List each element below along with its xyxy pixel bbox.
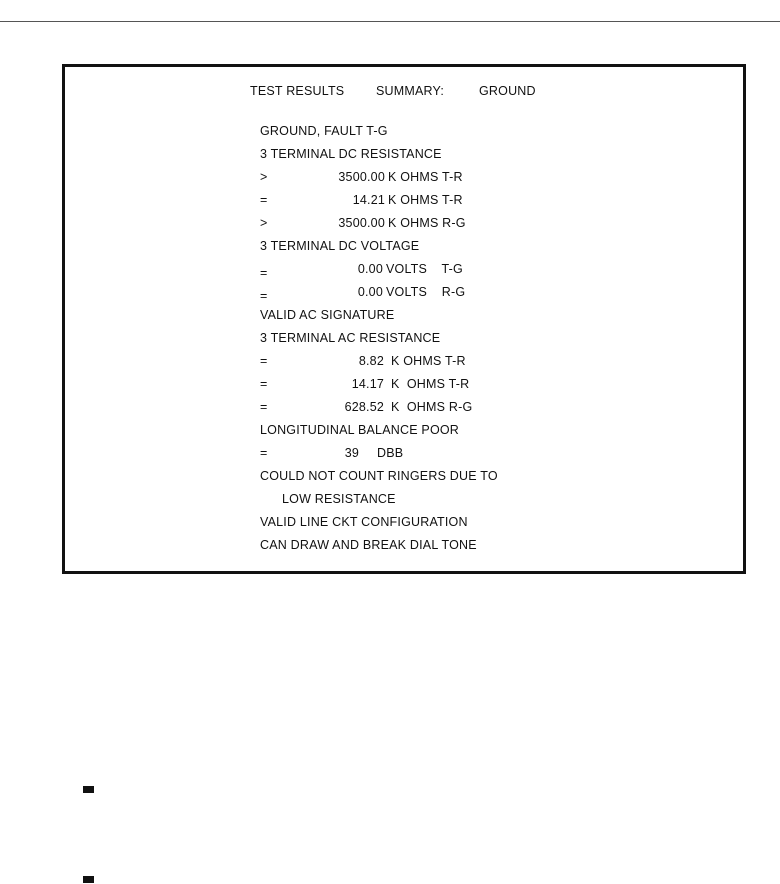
line-dc-v1 xyxy=(260,261,520,280)
operator: = xyxy=(260,289,268,303)
title-summary: SUMMARY: xyxy=(376,84,445,98)
value: 8.82 xyxy=(358,354,384,368)
operator: > xyxy=(260,170,268,184)
operator: > xyxy=(260,216,268,230)
line-dc-v2 xyxy=(260,284,520,303)
line-dial-tone: CAN DRAW AND BREAK DIAL TONE xyxy=(260,538,477,552)
line-balance xyxy=(260,445,520,461)
value: 14.21 xyxy=(352,193,385,207)
line-ringers-2: LOW RESISTANCE xyxy=(282,492,396,506)
value: 3500.00 xyxy=(338,170,385,184)
unit: K OHMS T-R xyxy=(391,354,466,368)
test-results-screen xyxy=(62,64,746,574)
line-dc-voltage-header: 3 TERMINAL DC VOLTAGE xyxy=(260,239,420,253)
line-ground-fault: GROUND, FAULT T-G xyxy=(260,124,388,138)
top-rule xyxy=(0,21,780,22)
line-dc-resistance-header: 3 TERMINAL DC RESISTANCE xyxy=(260,147,442,161)
unit: DBB xyxy=(377,446,404,460)
line-valid-ac: VALID AC SIGNATURE xyxy=(260,308,395,322)
unit: K OHMS T-R xyxy=(388,193,463,207)
value: 14.17 xyxy=(351,377,384,391)
value: 0.00 xyxy=(357,262,383,276)
line-ac-resistance-header: 3 TERMINAL AC RESISTANCE xyxy=(260,331,441,345)
operator: = xyxy=(260,354,268,368)
bullet-square-icon xyxy=(83,786,94,793)
title-label: TEST RESULTS xyxy=(250,84,345,98)
operator: = xyxy=(260,446,268,460)
value: 0.00 xyxy=(357,285,383,299)
operator: = xyxy=(260,193,268,207)
operator: = xyxy=(260,377,268,391)
line-valid-line: VALID LINE CKT CONFIGURATION xyxy=(260,515,468,529)
line-ac-r1 xyxy=(260,353,520,369)
value: 3500.00 xyxy=(338,216,385,230)
value: 39 xyxy=(344,446,359,460)
unit: VOLTS R-G xyxy=(386,285,466,299)
line-ringers-1: COULD NOT COUNT RINGERS DUE TO xyxy=(260,469,498,483)
operator: = xyxy=(260,400,268,414)
unit: VOLTS T-G xyxy=(386,262,463,276)
unit: K OHMS R-G xyxy=(388,216,466,230)
line-longitudinal: LONGITUDINAL BALANCE POOR xyxy=(260,423,460,437)
title-ground: GROUND xyxy=(479,84,536,98)
line-dc-r2 xyxy=(260,192,520,208)
operator: = xyxy=(260,266,268,280)
unit: K OHMS T-R xyxy=(391,377,470,391)
value: 628.52 xyxy=(344,400,384,414)
bullet-square-icon xyxy=(83,876,94,883)
unit: K OHMS T-R xyxy=(388,170,463,184)
line-ac-r3 xyxy=(260,399,520,415)
line-dc-r1 xyxy=(260,169,520,185)
line-dc-r3 xyxy=(260,215,520,231)
unit: K OHMS R-G xyxy=(391,400,473,414)
line-ac-r2 xyxy=(260,376,520,392)
